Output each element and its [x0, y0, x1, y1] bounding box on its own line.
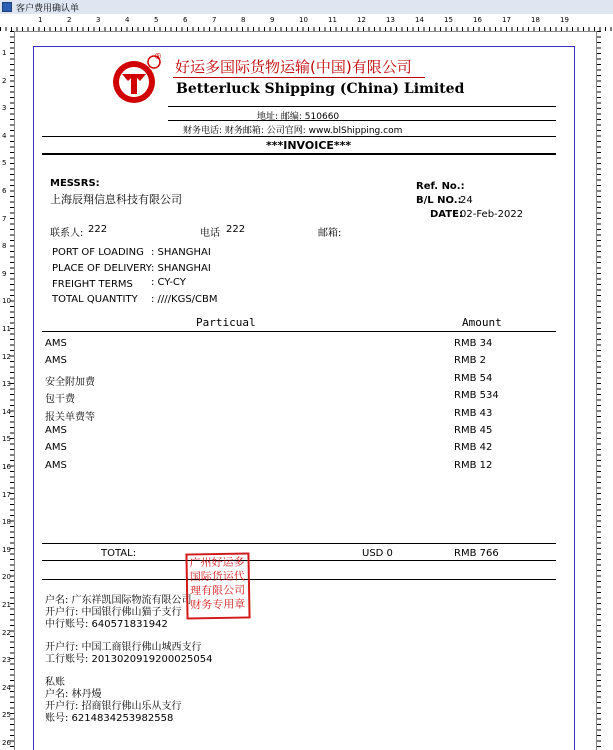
ruler-right[interactable] — [596, 31, 613, 750]
bl-label: B/L NO.: — [416, 195, 462, 206]
ruler-top-number: 4 — [125, 16, 130, 24]
date-value: 02-Feb-2022 — [460, 209, 524, 220]
contact-label: 联系人: — [50, 228, 84, 239]
bank-line-4: 开户行: 中国工商银行佛山城西支行 — [45, 642, 202, 653]
phone-label: 电话 — [200, 228, 220, 239]
company-logo-icon — [110, 54, 162, 106]
ruler-top-number: 18 — [531, 16, 540, 24]
email-label: 邮箱: — [318, 228, 342, 239]
ruler-left-number: 20 — [2, 573, 11, 582]
ruler-left-number: 11 — [2, 325, 11, 333]
row-amount: RMB 12 — [454, 459, 493, 471]
ruler-left-number: 6 — [2, 187, 7, 195]
ruler-left — [0, 31, 15, 750]
ruler-top-number: 8 — [241, 16, 246, 24]
ruler-left-number: 18 — [2, 518, 11, 527]
stamp-line-4: 财务专用章 — [190, 597, 246, 612]
ruler-left-number: 22 — [2, 628, 11, 637]
total-label: TOTAL: — [101, 548, 137, 559]
shipping-value-3: : ////KGS/CBM — [151, 294, 218, 305]
ruler-top-number: 13 — [386, 16, 395, 24]
ruler-top-number: 9 — [270, 16, 275, 24]
bank-line-1: 户名: 广东祥凯国际物流有限公司 — [45, 595, 192, 606]
date-label: DATE: — [430, 209, 463, 220]
phone-value: 222 — [226, 224, 246, 235]
stamp-line-2: 国际货运代 — [189, 569, 245, 584]
ruler-top-number: 2 — [67, 16, 72, 24]
row-item: 包干费 — [45, 394, 75, 406]
header-line-2 — [168, 120, 556, 121]
bank-line-7: 户名: 林丹熳 — [45, 689, 102, 700]
doc-title: ***INVOICE*** — [266, 139, 352, 152]
row-amount: RMB 42 — [454, 442, 493, 454]
ruler-left-number: 16 — [2, 463, 11, 471]
ruler-left-number: 2 — [2, 76, 7, 85]
stamp-line-1: 广州好运多 — [189, 555, 245, 570]
ruler-left-number: 8 — [2, 242, 7, 251]
row-item: AMS — [45, 355, 67, 367]
row-amount: RMB 2 — [454, 355, 486, 367]
messrs-label: MESSRS: — [50, 178, 100, 189]
ruler-left-number: 26 — [2, 739, 11, 747]
table-header-line — [42, 331, 556, 332]
total-usd: USD 0 — [362, 548, 393, 559]
total-line-bottom — [42, 560, 556, 561]
bank-line-top — [42, 579, 556, 580]
bank-line-5: 工行账号: 2013020919200025054 — [45, 654, 213, 665]
contact-line: 财务电话: 财务邮箱: 公司官网: www.blShipping.com — [183, 126, 403, 136]
row-amount: RMB 45 — [454, 425, 493, 436]
ruler-left-number: 10 — [2, 297, 11, 306]
app-icon — [2, 2, 12, 12]
shipping-label-0: PORT OF LOADING — [52, 247, 144, 258]
header-line-4 — [42, 153, 556, 155]
registered-mark: ® — [154, 52, 162, 61]
address-line: 地址: 邮编: 510660 — [257, 112, 340, 122]
ruler-top-number: 1 — [38, 16, 43, 24]
ruler-top-number: 14 — [415, 16, 424, 24]
ruler-left-number: 13 — [2, 380, 11, 389]
finance-stamp — [185, 552, 250, 619]
total-line-top — [42, 543, 556, 544]
row-amount: RMB 534 — [454, 390, 499, 402]
bank-line-2: 开户行: 中国银行佛山猫子支行 — [45, 607, 182, 618]
stamp-line-3: 理有限公司 — [189, 583, 246, 598]
company-name-en: Betterluck Shipping (China) Limited — [176, 81, 465, 97]
ruler-top-number: 15 — [444, 16, 453, 24]
row-item: AMS — [45, 425, 67, 436]
row-amount: RMB 34 — [454, 338, 493, 349]
ruler-left-number: 7 — [2, 214, 7, 223]
bl-value: 24 — [460, 195, 473, 206]
ruler-top-number: 11 — [328, 16, 337, 24]
shipping-label-3: TOTAL QUANTITY — [52, 294, 138, 305]
bank-line-9: 账号: 6214834253982558 — [45, 713, 174, 724]
row-item: AMS — [45, 442, 67, 454]
contact-value: 222 — [88, 224, 108, 235]
row-item: AMS — [45, 338, 67, 349]
ruler-top-number: 6 — [183, 16, 188, 24]
ruler-top-number: 17 — [502, 16, 511, 24]
shipping-value-0: : SHANGHAI — [151, 247, 211, 258]
shipping-value-1: : SHANGHAI — [151, 263, 211, 274]
col-header-particular: Particual — [196, 316, 256, 329]
ruler-left-number: 19 — [2, 545, 11, 554]
row-amount: RMB 54 — [454, 372, 493, 384]
window-title: 客户费用确认单 — [16, 4, 80, 14]
ruler-left-number: 17 — [2, 490, 11, 499]
ruler-left-number: 15 — [2, 435, 11, 444]
total-rmb: RMB 766 — [454, 548, 499, 559]
company-name-cn: 好运多国际货物运输(中国)有限公司 — [175, 58, 412, 76]
ruler-top-number: 12 — [357, 16, 366, 24]
ruler-left-number: 3 — [2, 104, 7, 113]
header-line-3 — [42, 136, 556, 137]
row-item: AMS — [45, 459, 67, 471]
ruler-left-number: 9 — [2, 269, 7, 278]
shipping-label-2: FREIGHT TERMS — [52, 279, 133, 290]
bank-line-8: 开户行: 招商银行佛山乐从支行 — [45, 701, 182, 712]
ruler-left-number: 1 — [2, 49, 7, 57]
customer-name: 上海辰翔信息科技有限公司 — [50, 193, 182, 206]
shipping-label-1: PLACE OF DELIVERY — [52, 263, 152, 274]
row-item: 报关单费等 — [45, 411, 95, 423]
row-amount: RMB 43 — [454, 407, 493, 419]
ruler-top-number: 3 — [96, 16, 101, 24]
ref-label: Ref. No.: — [416, 181, 465, 192]
ruler-left-number: 12 — [2, 352, 11, 361]
ruler-top-number: 5 — [154, 16, 159, 24]
ruler-left-number: 21 — [2, 601, 11, 609]
red-divider — [173, 77, 425, 78]
bank-line-6: 私账 — [45, 677, 65, 688]
ruler-top-number: 7 — [212, 16, 217, 24]
ruler-top-number: 19 — [560, 16, 569, 24]
ruler-left-number: 4 — [2, 131, 7, 140]
ruler-left-number: 23 — [2, 656, 11, 665]
ruler-top — [0, 14, 613, 32]
ruler-top-number: 10 — [299, 16, 308, 24]
row-item: 安全附加费 — [45, 376, 95, 388]
col-header-amount: Amount — [462, 316, 502, 329]
bank-line-3: 中行账号: 640571831942 — [45, 619, 168, 630]
window-titlebar — [0, 0, 613, 15]
shipping-value-2: : CY-CY — [151, 277, 186, 288]
ruler-left-number: 24 — [2, 683, 11, 692]
ruler-top-number: 16 — [473, 16, 482, 24]
ruler-left-number: 14 — [2, 407, 11, 416]
ruler-left-number: 25 — [2, 711, 11, 720]
ruler-left-number: 5 — [2, 159, 7, 168]
header-line-1 — [168, 106, 556, 107]
